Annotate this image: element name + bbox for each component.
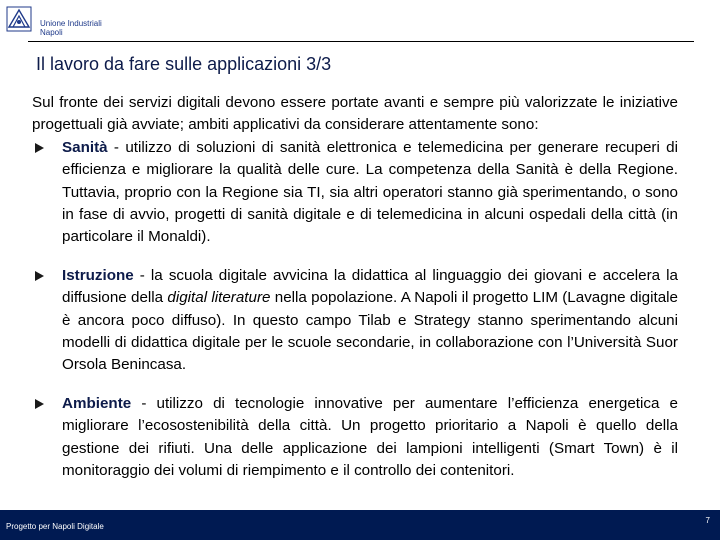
bullet-text: - utilizzo di soluzioni di sanità elettronica e telemedicina per generare recuperi di efficienza e migliorare la qualità delle cure. La competenza della Sanità è della Regione. Tuttavia, proprio con la Regione sia TI, sia altri operatori stanno già sperimentando, o sono in fase di avvio, progetti di sanità digitale e di telemedicina in alcuni ospedali della città (in particolare il Monaldi). — [62, 138, 678, 246]
page-number: 7 — [705, 516, 710, 525]
bullet-italic-term: digital literature — [167, 289, 271, 307]
logo-emblem-icon — [6, 6, 32, 32]
footer-label: Progetto per Napoli Digitale — [6, 522, 104, 531]
page-title: Il lavoro da fare sulle applicazioni 3/3 — [36, 54, 332, 74]
logo-line-2: Napoli — [40, 28, 63, 37]
bullet-text: - la scuola digitale avvicina la didattica al linguaggio dei giovani e accelera la diffusione della — [62, 266, 678, 307]
bullet-ambiente — [32, 393, 678, 483]
footer-bar — [0, 510, 720, 540]
bullet-sanita — [32, 137, 678, 249]
bullet-text: nella popolazione. A Napoli il progetto LIM (Lavagne digitale è ancora poco diffuso). In questo campo Tilab e Strategy stanno sperimentando alcuni modelli di didattica digitale per le scuole secondarie, in collaborazione con l’Università Suor Orsola Benincasa. — [62, 289, 678, 374]
bullet-arrow-icon — [35, 271, 44, 281]
bullet-keyword: Istruzione — [62, 266, 134, 284]
content-body — [32, 92, 678, 483]
bullet-text: - utilizzo di tecnologie innovative per aumentare l’efficienza energetica e migliorare l’ecosostenibilità della città. Un progetto prioritario a Napoli è quello della gestione dei rifiuti. Una delle applicazione dei lampioni intelligenti (Smart Town) è il monitoraggio dei volumi di riempimento e il controllo dei contenitori. — [62, 394, 678, 480]
bullet-arrow-icon — [35, 143, 44, 153]
logo-text — [40, 19, 102, 37]
bullet-keyword: Sanità — [62, 138, 108, 156]
bullet-keyword: Ambiente — [62, 394, 132, 412]
logo-line-1: Unione Industriali — [40, 19, 102, 28]
intro-paragraph: Sul fronte dei servizi digitali devono essere portate avanti e sempre più valorizzate le iniziative progettuali già avviate; ambiti applicativi da considerare attentamente sono: — [32, 94, 678, 134]
header-divider — [28, 41, 694, 42]
logo — [6, 6, 106, 40]
bullet-arrow-icon — [35, 399, 44, 409]
bullet-istruzione — [32, 265, 678, 377]
